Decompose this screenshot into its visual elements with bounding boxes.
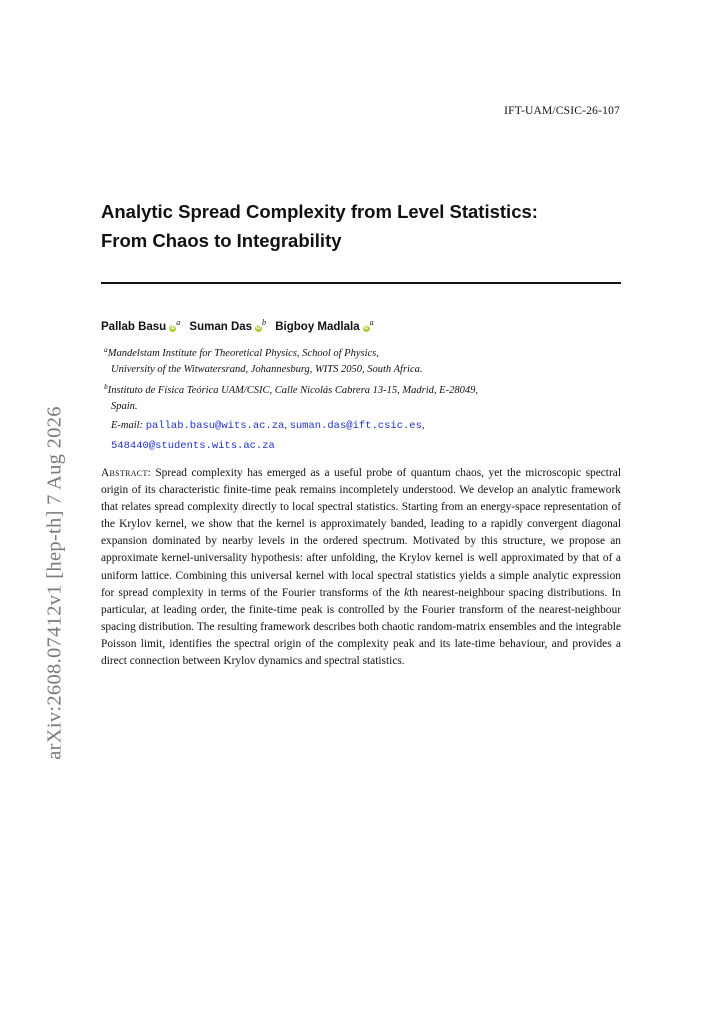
title-rule <box>101 282 621 284</box>
email-link-basu[interactable]: pallab.basu@wits.ac.za <box>145 420 285 432</box>
affiliation-mark: a <box>176 318 181 327</box>
abstract-text: Spread complexity has emerged as a useful probe of quantum chaos, yet the microscopic spectral origin of its characteristic finite-time peak remains incompletely understood. We develop an analytic framework that relates spread complexity directly to local spectral statistics. Starting from an energy-space representation of the Krylov kernel, we show that the kernel is approximately banded, leading to a rapidly convergent diagonal expansion dominated by nearby levels in the ordered spectrum. Motivated by this structure, we propose an approximate kernel-universality hypothesis: after unfolding, the Krylov kernel is well approximated by that of a uniform lattice. Combining this universal kernel with local spectral statistics yields a simple analytic expression for spread complexity in terms of the Fourier transforms of the <box>101 467 621 599</box>
orcid-icon[interactable]: iD <box>170 325 176 331</box>
orcid-icon[interactable]: iD <box>256 325 262 331</box>
email-label: E-mail: <box>111 420 144 431</box>
affiliation-a <box>104 342 624 378</box>
abstract-text: th nearest-neighbour spacing distributions. In particular, at leading order, the finite-time peak is controlled by the Fourier transform of the nearest-neighbour spacing distribution. The resulting framework describes both chaotic random-matrix ensembles and the integrable Poisson limit, identifies the spectral origin of the complexity peak and its late-time behaviour, and provides a direct connection between Krylov dynamics and spectral statistics. <box>101 586 621 668</box>
affiliation-mark: a <box>104 345 108 354</box>
report-number: IFT-UAM/CSIC-26-107 <box>504 105 620 117</box>
affiliation-mark: b <box>104 382 108 391</box>
affiliation-line: Instituto de Física Teórica UAM/CSIC, Calle Nicolás Cabrera 13-15, Madrid, E-28049, <box>107 385 478 396</box>
email-block <box>111 416 631 456</box>
author-3 <box>275 318 374 333</box>
author-name: Suman Das <box>189 321 253 333</box>
email-separator: , <box>284 420 287 431</box>
orcid-icon[interactable]: iD <box>363 325 369 331</box>
abstract-label: Abstract <box>101 467 148 479</box>
author-name: Pallab Basu <box>101 321 167 333</box>
author-list <box>101 318 380 333</box>
title-line-1: Analytic Spread Complexity from Level Statistics: <box>101 201 538 222</box>
arxiv-stamp: arXiv:2608.07412v1 [hep-th] 7 Aug 2026 <box>43 406 66 760</box>
affiliation-line: University of the Witwatersrand, Johannesburg, WITS 2050, South Africa. <box>111 364 423 375</box>
email-link-das[interactable]: suman.das@ift.csic.es <box>289 420 422 432</box>
affiliation-mark: b <box>262 318 267 327</box>
email-separator: , <box>421 420 425 431</box>
paper-title <box>101 197 641 255</box>
abstract-k: k <box>404 586 410 599</box>
affiliation-line: Mandelstam Institute for Theoretical Physics, School of Physics, <box>107 348 379 359</box>
title-line-2: From Chaos to Integrability <box>101 230 342 251</box>
author-name: Bigboy Madlala <box>275 321 360 333</box>
affiliation-line: Spain. <box>111 401 138 412</box>
affiliation-mark: a <box>369 318 374 327</box>
abstract-colon: : <box>147 467 151 479</box>
author-2 <box>189 318 267 333</box>
abstract <box>101 465 621 670</box>
affiliation-b <box>104 379 624 415</box>
email-link-madlala[interactable]: 548440@students.wits.ac.za <box>111 440 275 452</box>
author-1 <box>101 318 181 333</box>
